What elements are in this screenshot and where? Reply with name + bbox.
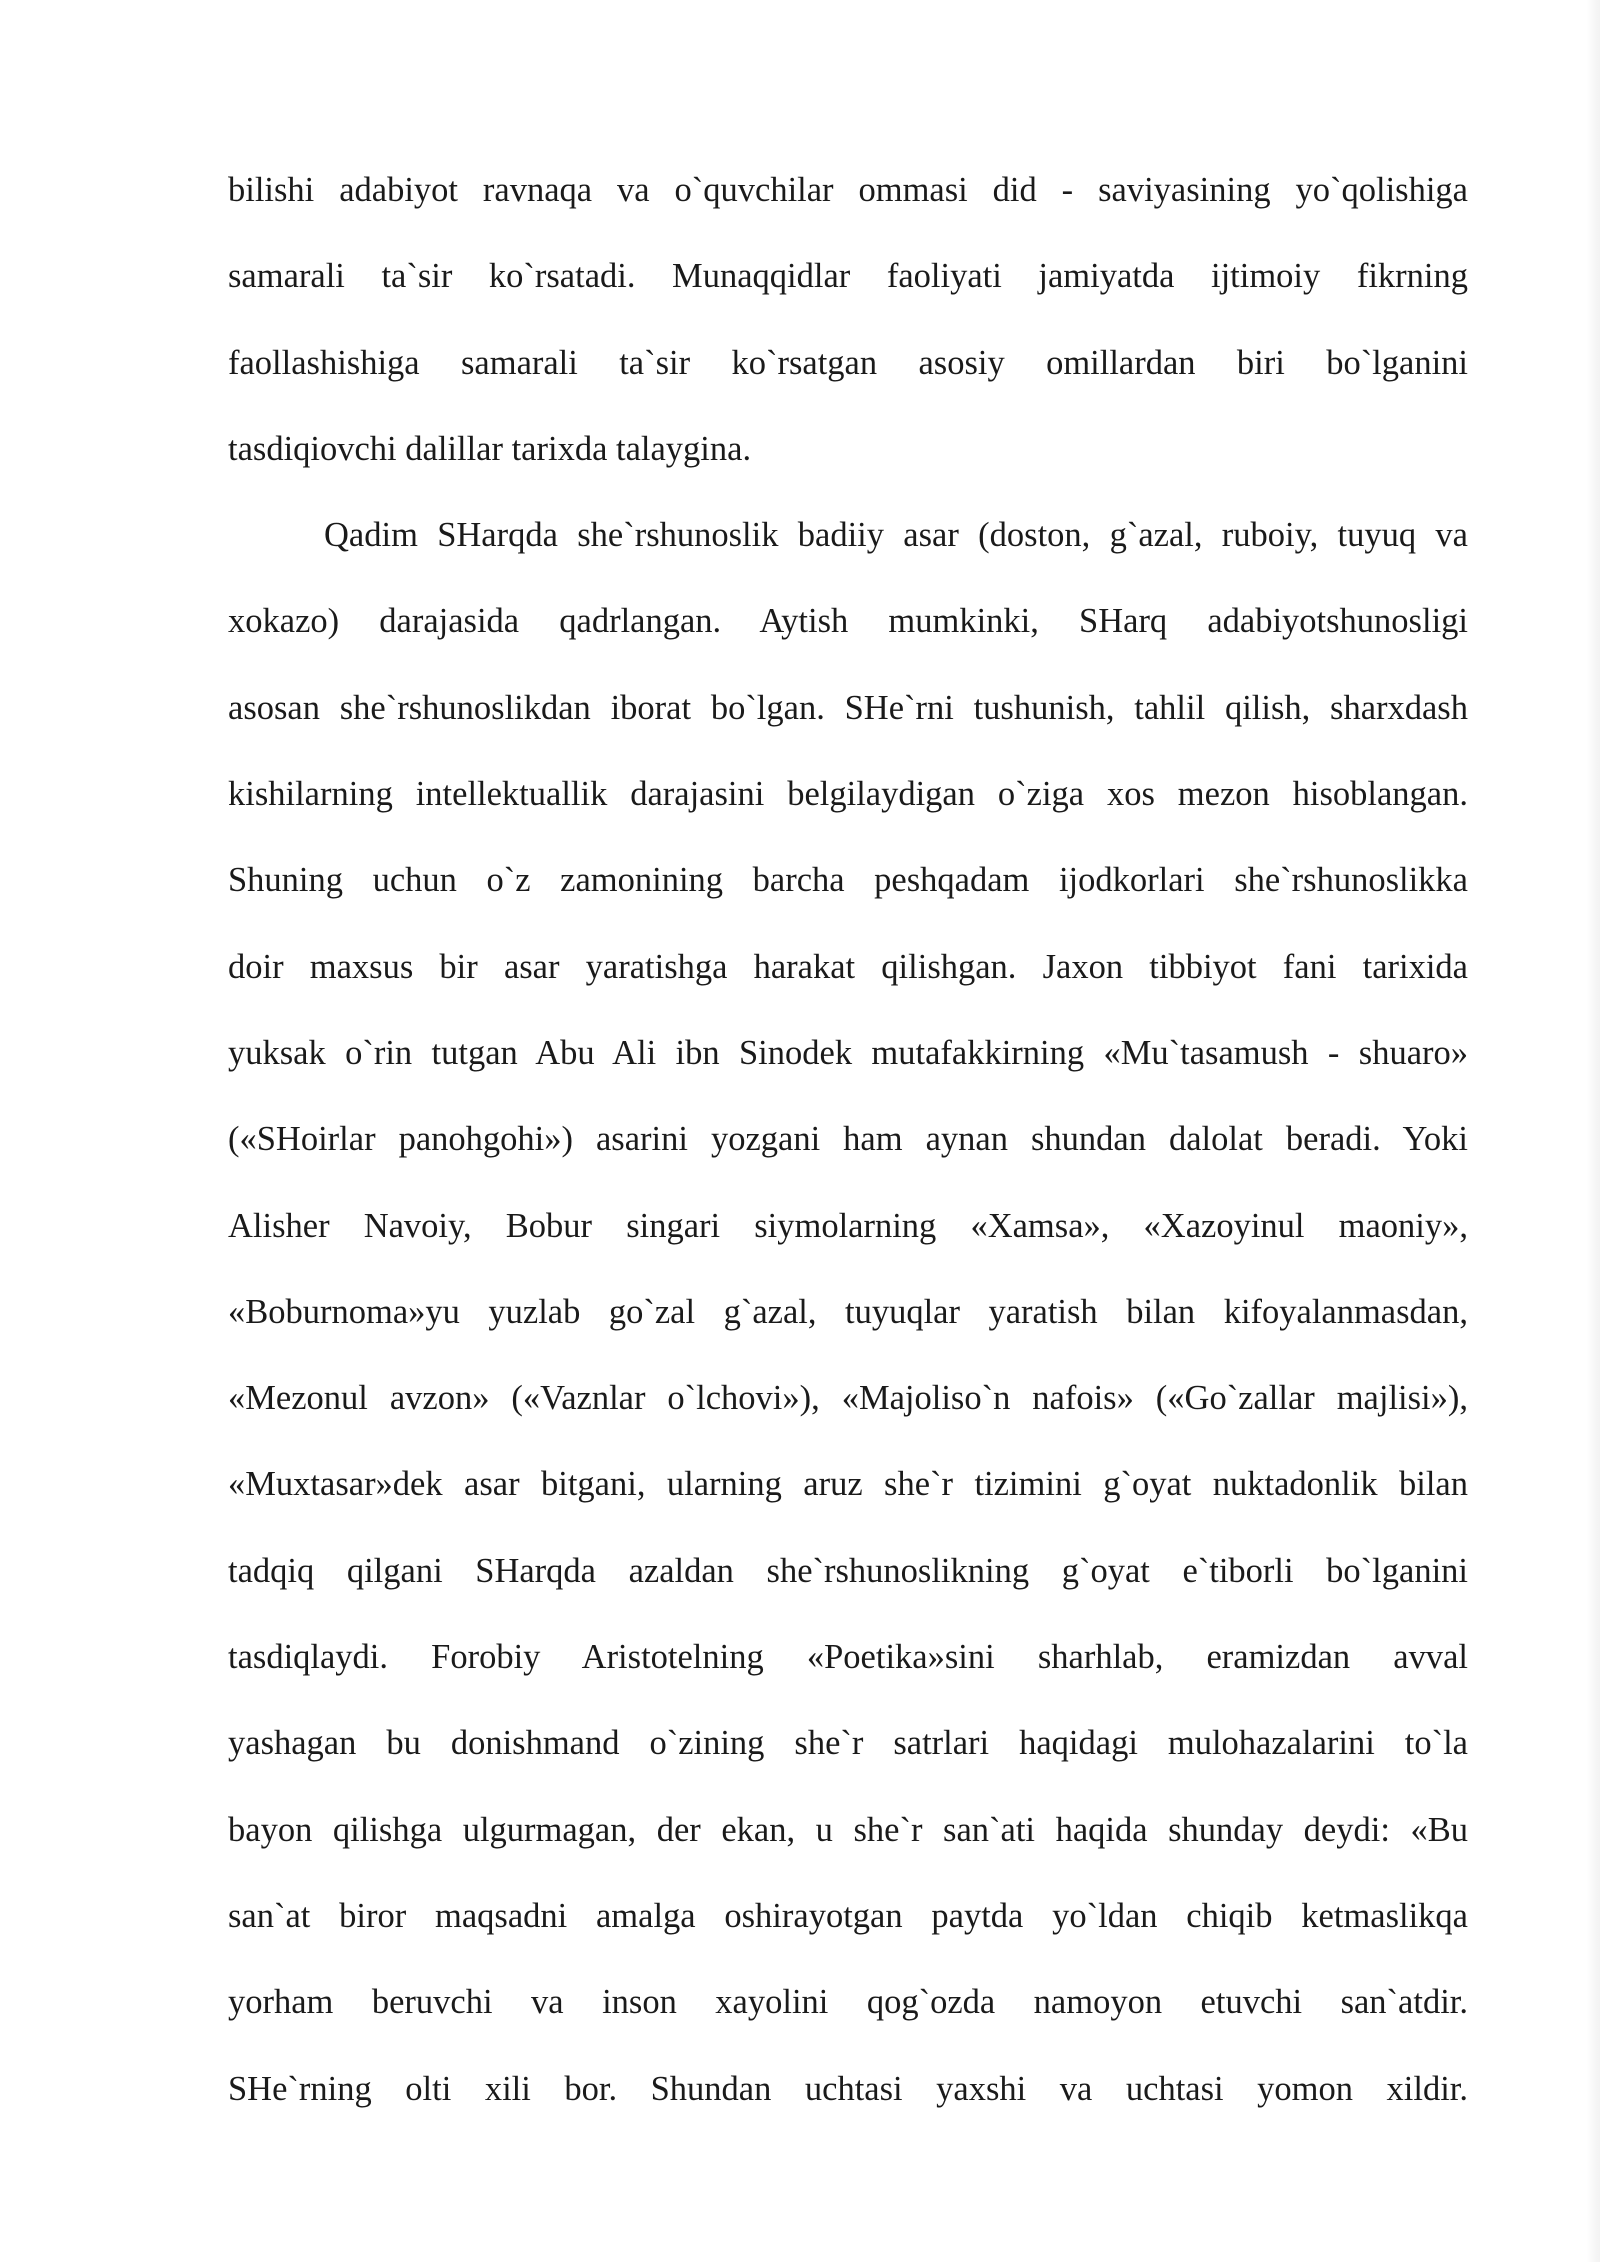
text-line: bilishi adabiyot ravnaqa va o`quvchilar ommasi did - saviyasining yo`qolishiga [228,171,1468,209]
paragraph-2 [228,492,1468,2132]
page-edge-shadow [1586,0,1600,2262]
text-line: asosan she`rshunoslikdan iborat bo`lgan. SHe`rni tushunish, tahlil qilish, sharxdash [228,688,1468,727]
text-line: kishilarning intellektuallik darajasini belgilaydigan o`ziga xos mezon hisoblangan. [228,775,1468,814]
text-line: doir maxsus bir asar yaratishga harakat qilishgan. Jaxon tibbiyot fani tarixida [228,947,1468,986]
text-line: tasdiqlaydi. Forobiy Aristotelning «Poetika»sini sharhlab, eramizdan avval [228,1638,1468,1677]
text-line: san`at biror maqsadni amalga oshirayotgan paytda yo`ldan chiqib ketmaslikqa [228,1896,1468,1935]
text-line: samarali ta`sir ko`rsatadi. Munaqqidlar faoliyati jamiyatda ijtimoiy fikrning [228,257,1468,296]
text-line: SHe`rning olti xili bor. Shundan uchtasi yaxshi va uchtasi yomon xildir. [228,2069,1468,2108]
text-line: Alisher Navoiy, Bobur singari siymolarning «Xamsa», «Xazoyinul maoniy», [228,1206,1468,1245]
text-line: «Boburnoma»yu yuzlab go`zal g`azal, tuyuqlar yaratish bilan kifoyalanmasdan, [228,1292,1468,1331]
text-line: yuksak o`rin tutgan Abu Ali ibn Sinodek mutafakkirning «Mu`tasamush - shuaro» [228,1033,1468,1072]
text-line: tadqiq qilgani SHarqda azaldan she`rshunoslikning g`oyat e`tiborli bo`lganini [228,1551,1468,1590]
text-line: xokazo) darajasida qadrlangan. Aytish mumkinki, SHarq adabiyotshunosligi [228,602,1468,641]
paragraph-1 [228,147,1468,492]
text-line: tasdiqiovchi dalillar tarixda talaygina. [228,429,752,468]
text-line: («SHoirlar panohgohi») asarini yozgani ham aynan shundan dalolat beradi. Yoki [228,1120,1468,1159]
text-line: «Mezonul avzon» («Vaznlar o`lchovi»), «Majoliso`n nafois» («Go`zallar majlisi»), [228,1379,1468,1418]
text-line: yorham beruvchi va inson xayolini qog`ozda namoyon etuvchi san`atdir. [228,1983,1468,2022]
body-text [228,147,1468,2132]
text-line: faollashishiga samarali ta`sir ko`rsatgan asosiy omillardan biri bo`lganini [228,343,1468,382]
text-line: bayon qilishga ulgurmagan, der ekan, u she`r san`ati haqida shunday deydi: «Bu [228,1810,1468,1849]
text-line: Shuning uchun o`z zamonining barcha peshqadam ijodkorlari she`rshunoslikka [228,861,1468,900]
text-line: «Muxtasar»dek asar bitgani, ularning aruz she`r tizimini g`oyat nuktadonlik bilan [228,1465,1468,1504]
text-line: Qadim SHarqda she`rshunoslik badiiy asar (doston, g`azal, ruboiy, tuyuq va [324,516,1468,555]
text-line: yashagan bu donishmand o`zining she`r satrlari haqidagi mulohazalarini to`la [228,1724,1468,1763]
